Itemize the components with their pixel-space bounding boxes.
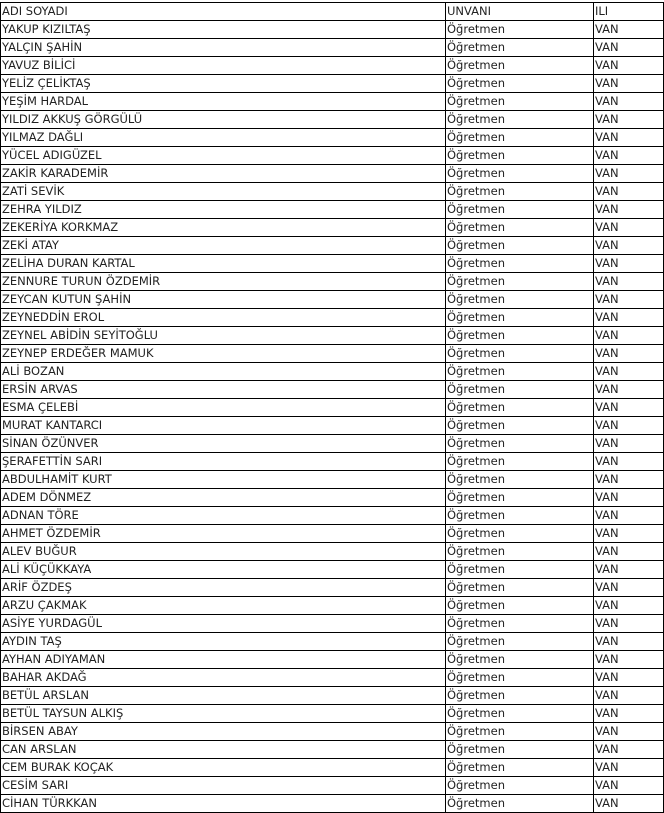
name-cell: YAVUZ BİLİCİ <box>1 57 446 75</box>
title-cell: Öğretmen <box>446 597 594 615</box>
title-cell: Öğretmen <box>446 507 594 525</box>
province-cell: VAN <box>594 381 664 399</box>
province-cell: VAN <box>594 741 664 759</box>
name-cell: SİNAN ÖZÜNVER <box>1 435 446 453</box>
table-row <box>1 75 664 93</box>
name-cell: BETÜL ARSLAN <box>1 687 446 705</box>
province-cell: VAN <box>594 435 664 453</box>
title-cell: Öğretmen <box>446 705 594 723</box>
province-cell: VAN <box>594 111 664 129</box>
province-cell: VAN <box>594 165 664 183</box>
province-cell: VAN <box>594 795 664 813</box>
table-row <box>1 219 664 237</box>
name-cell: BETÜL TAYSUN ALKIŞ <box>1 705 446 723</box>
title-cell: Öğretmen <box>446 489 594 507</box>
province-cell: VAN <box>594 363 664 381</box>
title-cell: Öğretmen <box>446 147 594 165</box>
province-cell: VAN <box>594 417 664 435</box>
name-cell: AYHAN ADIYAMAN <box>1 651 446 669</box>
table-row <box>1 741 664 759</box>
province-cell: VAN <box>594 651 664 669</box>
province-cell: VAN <box>594 75 664 93</box>
table-row <box>1 435 664 453</box>
province-cell: VAN <box>594 579 664 597</box>
title-cell: Öğretmen <box>446 165 594 183</box>
staff-table <box>0 2 664 813</box>
title-cell: Öğretmen <box>446 129 594 147</box>
province-cell: VAN <box>594 633 664 651</box>
title-cell: Öğretmen <box>446 633 594 651</box>
name-cell: YAKUP KIZILTAŞ <box>1 21 446 39</box>
title-cell: Öğretmen <box>446 183 594 201</box>
title-cell: Öğretmen <box>446 543 594 561</box>
name-cell: CESİM SARI <box>1 777 446 795</box>
title-cell: Öğretmen <box>446 777 594 795</box>
table-row <box>1 39 664 57</box>
name-cell: ZEYNEP ERDEĞER MAMUK <box>1 345 446 363</box>
name-cell: BAHAR AKDAĞ <box>1 669 446 687</box>
province-cell: VAN <box>594 309 664 327</box>
title-cell: Öğretmen <box>446 687 594 705</box>
table-row <box>1 147 664 165</box>
name-cell: CEM BURAK KOÇAK <box>1 759 446 777</box>
title-cell: Öğretmen <box>446 291 594 309</box>
name-cell: ADEM DÖNMEZ <box>1 489 446 507</box>
table-row <box>1 669 664 687</box>
title-cell: Öğretmen <box>446 201 594 219</box>
name-cell: CAN ARSLAN <box>1 741 446 759</box>
title-cell: Öğretmen <box>446 273 594 291</box>
table-row <box>1 309 664 327</box>
name-cell: ARZU ÇAKMAK <box>1 597 446 615</box>
province-cell: VAN <box>594 543 664 561</box>
title-cell: Öğretmen <box>446 309 594 327</box>
table-row <box>1 507 664 525</box>
title-cell: Öğretmen <box>446 39 594 57</box>
name-cell: ADNAN TÖRE <box>1 507 446 525</box>
name-cell: ASİYE YURDAGÜL <box>1 615 446 633</box>
title-cell: Öğretmen <box>446 795 594 813</box>
province-cell: VAN <box>594 615 664 633</box>
name-cell: YALÇIN ŞAHİN <box>1 39 446 57</box>
header-province: ILI <box>594 3 664 21</box>
name-cell: MURAT KANTARCI <box>1 417 446 435</box>
province-cell: VAN <box>594 93 664 111</box>
title-cell: Öğretmen <box>446 579 594 597</box>
title-cell: Öğretmen <box>446 111 594 129</box>
province-cell: VAN <box>594 183 664 201</box>
table-row <box>1 93 664 111</box>
name-cell: ESMA ÇELEBİ <box>1 399 446 417</box>
table-row <box>1 795 664 813</box>
name-cell: ERSİN ARVAS <box>1 381 446 399</box>
name-cell: ZAKİR KARADEMİR <box>1 165 446 183</box>
province-cell: VAN <box>594 21 664 39</box>
province-cell: VAN <box>594 219 664 237</box>
province-cell: VAN <box>594 291 664 309</box>
name-cell: AHMET ÖZDEMİR <box>1 525 446 543</box>
province-cell: VAN <box>594 327 664 345</box>
name-cell: ZEKİ ATAY <box>1 237 446 255</box>
province-cell: VAN <box>594 759 664 777</box>
title-cell: Öğretmen <box>446 651 594 669</box>
title-cell: Öğretmen <box>446 327 594 345</box>
table-row <box>1 255 664 273</box>
table-row <box>1 273 664 291</box>
title-cell: Öğretmen <box>446 453 594 471</box>
title-cell: Öğretmen <box>446 237 594 255</box>
province-cell: VAN <box>594 345 664 363</box>
province-cell: VAN <box>594 489 664 507</box>
name-cell: BİRSEN ABAY <box>1 723 446 741</box>
table-row <box>1 183 664 201</box>
header-name: ADI SOYADI <box>1 3 446 21</box>
table-row <box>1 453 664 471</box>
table-row <box>1 597 664 615</box>
table-row <box>1 327 664 345</box>
table-row <box>1 111 664 129</box>
title-cell: Öğretmen <box>446 615 594 633</box>
table-row <box>1 21 664 39</box>
table-row <box>1 399 664 417</box>
name-cell: ZEYNEDDİN EROL <box>1 309 446 327</box>
title-cell: Öğretmen <box>446 435 594 453</box>
table-row <box>1 579 664 597</box>
title-cell: Öğretmen <box>446 255 594 273</box>
table-row <box>1 633 664 651</box>
province-cell: VAN <box>594 597 664 615</box>
province-cell: VAN <box>594 687 664 705</box>
name-cell: ŞERAFETTİN SARI <box>1 453 446 471</box>
name-cell: YILDIZ AKKUŞ GÖRGÜLÜ <box>1 111 446 129</box>
title-cell: Öğretmen <box>446 759 594 777</box>
province-cell: VAN <box>594 273 664 291</box>
title-cell: Öğretmen <box>446 345 594 363</box>
table-row <box>1 561 664 579</box>
table-row <box>1 471 664 489</box>
name-cell: AYDIN TAŞ <box>1 633 446 651</box>
table-row <box>1 651 664 669</box>
province-cell: VAN <box>594 705 664 723</box>
staff-table-body <box>1 3 664 813</box>
name-cell: ZEKERİYA KORKMAZ <box>1 219 446 237</box>
table-row <box>1 759 664 777</box>
name-cell: ZEYCAN KUTUN ŞAHİN <box>1 291 446 309</box>
title-cell: Öğretmen <box>446 723 594 741</box>
title-cell: Öğretmen <box>446 741 594 759</box>
table-row <box>1 363 664 381</box>
table-row <box>1 615 664 633</box>
title-cell: Öğretmen <box>446 669 594 687</box>
table-row <box>1 57 664 75</box>
province-cell: VAN <box>594 201 664 219</box>
title-cell: Öğretmen <box>446 57 594 75</box>
table-row <box>1 543 664 561</box>
table-row <box>1 687 664 705</box>
table-row <box>1 291 664 309</box>
table-row <box>1 723 664 741</box>
title-cell: Öğretmen <box>446 525 594 543</box>
province-cell: VAN <box>594 237 664 255</box>
name-cell: ZELİHA DURAN KARTAL <box>1 255 446 273</box>
table-row <box>1 237 664 255</box>
title-cell: Öğretmen <box>446 471 594 489</box>
province-cell: VAN <box>594 57 664 75</box>
name-cell: ZEYNEL ABİDİN SEYİTOĞLU <box>1 327 446 345</box>
province-cell: VAN <box>594 39 664 57</box>
header-row <box>1 3 664 21</box>
title-cell: Öğretmen <box>446 381 594 399</box>
province-cell: VAN <box>594 453 664 471</box>
province-cell: VAN <box>594 669 664 687</box>
province-cell: VAN <box>594 723 664 741</box>
province-cell: VAN <box>594 561 664 579</box>
name-cell: YÜCEL ADIGÜZEL <box>1 147 446 165</box>
province-cell: VAN <box>594 129 664 147</box>
table-row <box>1 201 664 219</box>
province-cell: VAN <box>594 507 664 525</box>
name-cell: ABDULHAMİT KURT <box>1 471 446 489</box>
table-row <box>1 129 664 147</box>
name-cell: ZATİ SEVİK <box>1 183 446 201</box>
name-cell: ZEHRA YILDIZ <box>1 201 446 219</box>
name-cell: ALİ BOZAN <box>1 363 446 381</box>
table-row <box>1 417 664 435</box>
table-row <box>1 777 664 795</box>
name-cell: YELİZ ÇELİKTAŞ <box>1 75 446 93</box>
name-cell: ZENNURE TURUN ÖZDEMİR <box>1 273 446 291</box>
province-cell: VAN <box>594 777 664 795</box>
header-title: UNVANI <box>446 3 594 21</box>
name-cell: ARİF ÖZDEŞ <box>1 579 446 597</box>
name-cell: YEŞİM HARDAL <box>1 93 446 111</box>
title-cell: Öğretmen <box>446 21 594 39</box>
table-row <box>1 165 664 183</box>
table-row <box>1 345 664 363</box>
name-cell: CİHAN TÜRKKAN <box>1 795 446 813</box>
province-cell: VAN <box>594 147 664 165</box>
title-cell: Öğretmen <box>446 561 594 579</box>
title-cell: Öğretmen <box>446 75 594 93</box>
title-cell: Öğretmen <box>446 219 594 237</box>
name-cell: YILMAZ DAĞLI <box>1 129 446 147</box>
table-row <box>1 381 664 399</box>
table-row <box>1 489 664 507</box>
name-cell: ALEV BUĞUR <box>1 543 446 561</box>
title-cell: Öğretmen <box>446 363 594 381</box>
province-cell: VAN <box>594 471 664 489</box>
name-cell: ALİ KÜÇÜKKAYA <box>1 561 446 579</box>
province-cell: VAN <box>594 525 664 543</box>
table-row <box>1 525 664 543</box>
province-cell: VAN <box>594 399 664 417</box>
title-cell: Öğretmen <box>446 93 594 111</box>
province-cell: VAN <box>594 255 664 273</box>
title-cell: Öğretmen <box>446 399 594 417</box>
table-row <box>1 705 664 723</box>
title-cell: Öğretmen <box>446 417 594 435</box>
